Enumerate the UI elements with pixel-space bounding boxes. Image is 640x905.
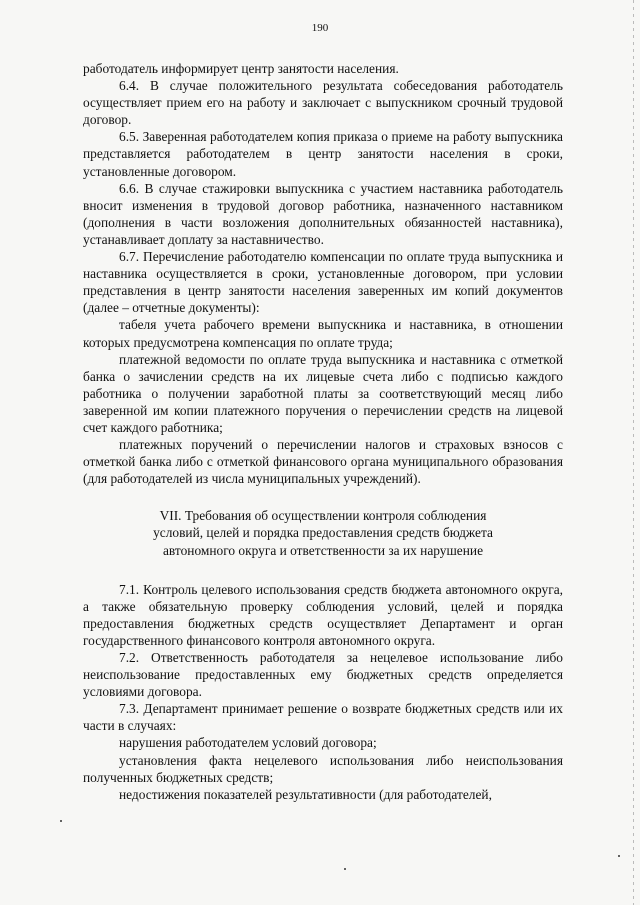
paragraph: платежных поручений о перечислении налогов и страховых взносов с отметкой банка либо с отметкой финансового органа муниципального образования (для работодателей из числа муниципальных учреждений).	[83, 437, 563, 487]
document-body	[83, 60, 563, 803]
paragraph: 6.6. В случае стажировки выпускника с участием наставника работодатель вносит изменения в трудовой договор работника, назначенного наставником (дополнения в части возложения дополнительных обязанностей наставника), устанавливает доплату за наставничество.	[83, 180, 563, 247]
paragraph: табеля учета рабочего времени выпускника и наставника, в отношении которых предусмотрена компенсация по оплате труда;	[83, 317, 563, 350]
section-heading-line1: VII. Требования об осуществлении контроля соблюдения	[159, 508, 487, 524]
page-number: 190	[311, 22, 329, 34]
paragraph: недостижения показателей результативности (для работодателей,	[119, 786, 492, 802]
paragraphs-after	[83, 581, 563, 803]
section-heading	[83, 507, 563, 558]
paragraph: 6.4. В случае положительного результата собеседования работодатель осуществляет прием его на работу и заключает с выпускником срочный трудовой договор.	[83, 78, 563, 128]
paragraph: платежной ведомости по оплате труда выпускника и наставника с отметкой банка о зачислении средств на их лицевые счета либо с подписью каждого работника о получении заработной платы за соответствующий месяц либо заверенной им копии платежного поручения о перечислении средств на лицевой счет каждого работника;	[83, 351, 563, 435]
scan-speck	[618, 855, 620, 857]
scan-speck	[344, 868, 346, 870]
scan-speck	[60, 820, 62, 822]
paragraph: 6.5. Заверенная работодателем копия приказа о приеме на работу выпускника представляется работодателем в центр занятости населения в сроки, установленные договором.	[83, 129, 563, 179]
paragraph: 6.7. Перечисление работодателю компенсации по оплате труда выпускника и наставника осуществляется в сроки, установленные договором, при условии представления в центр занятости населения заверенных им копий документов (далее – отчетные документы):	[83, 249, 563, 316]
paragraph: установления факта нецелевого использования либо неиспользования полученных бюджетных средств;	[83, 752, 563, 785]
paragraphs-before	[83, 60, 563, 487]
paragraph: 7.3. Департамент принимает решение о возврате бюджетных средств или их части в случаях:	[83, 701, 563, 734]
scan-edge	[633, 0, 634, 905]
paragraph: нарушения работодателем условий договора;	[119, 735, 377, 751]
paragraph: работодатель информирует центр занятости населения.	[83, 61, 399, 76]
paragraph: 7.1. Контроль целевого использования средств бюджета автономного округа, а также обязательную проверку соблюдения условий, целей и порядка предоставления бюджетных средств осуществляет Департамент и орган государственного финансового контроля автономного округа.	[83, 581, 563, 648]
section-heading-line3: автономного округа и ответственности за их нарушение	[162, 542, 484, 558]
section-heading-line2: условий, целей и порядка предоставления средств бюджета	[153, 525, 493, 541]
paragraph: 7.2. Ответственность работодателя за нецелевое использование либо неиспользование предоставленных ему бюджетных средств определяется условиями договора.	[83, 650, 563, 700]
